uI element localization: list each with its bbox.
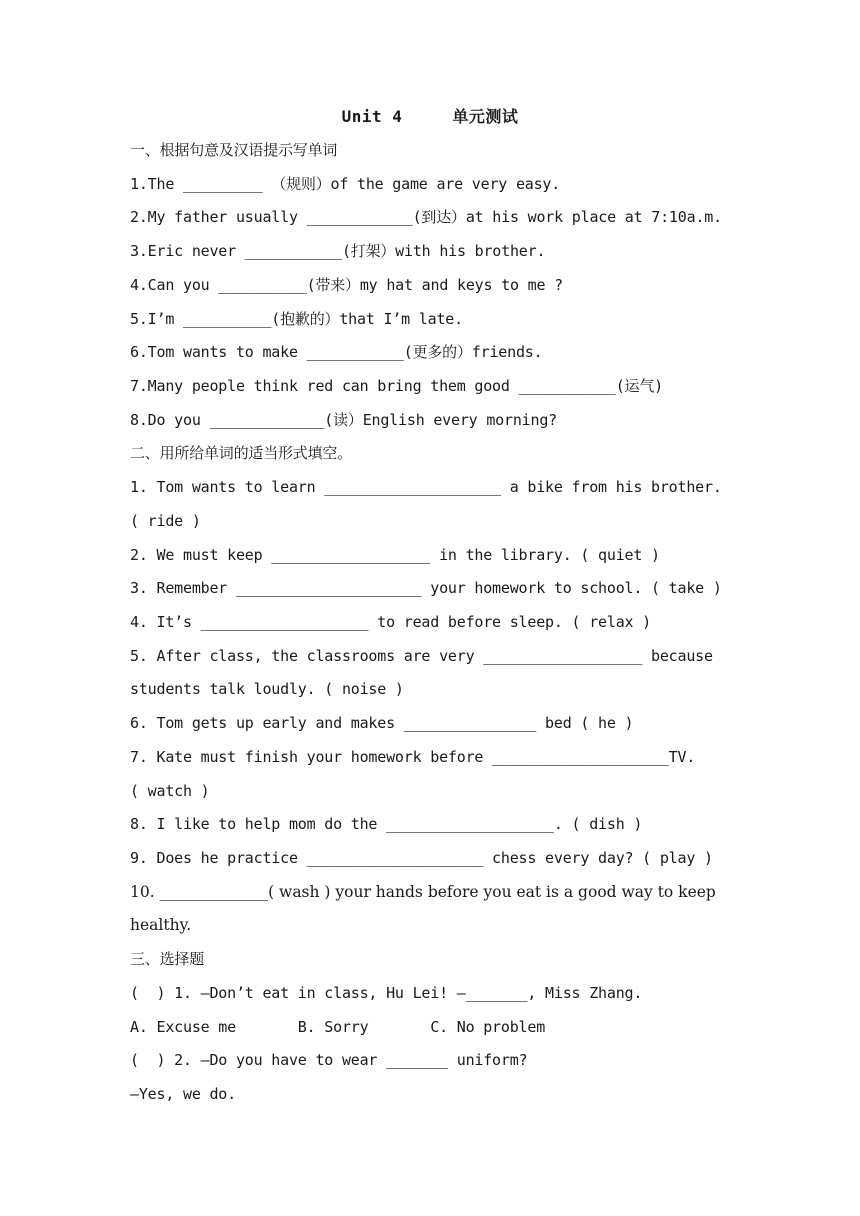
section1-heading: 一、根据句意及汉语提示写单词 — [130, 141, 338, 159]
section2-line-5: 4. It’s ___________________ to read before sleep. ( relax ) — [130, 613, 652, 631]
section2-line-11: 8. I like to help mom do the ___________________. ( dish ) — [130, 815, 643, 833]
section1-item-8: 8.Do you _____________(读）English every morning? — [130, 411, 557, 429]
section2-line-4: 3. Remember _____________________ your homework to school. ( take ) — [130, 579, 722, 597]
section1-item-7: 7.Many people think red can bring them good ___________(运气) — [130, 377, 663, 395]
section2-heading: 二、用所给单词的适当形式填空。 — [130, 444, 353, 462]
section2-line-14: healthy. — [130, 916, 192, 934]
section2-line-10: ( watch ) — [130, 782, 210, 800]
section2-line-13: 10. ______________( wash ) your hands before you eat is a good way to keep — [130, 883, 716, 901]
section2-line-6: 5. After class, the classrooms are very __________________ because — [130, 647, 713, 665]
section1-item-1: 1.The _________ （规则）of the game are very easy. — [130, 175, 561, 193]
test-label: 单元测试 — [452, 107, 519, 126]
page-title — [0, 104, 860, 127]
section1-item-3: 3.Eric never ___________(打架）with his brother. — [130, 242, 546, 260]
section3-line-2: A. Excuse me B. Sorry C. No problem — [130, 1018, 546, 1036]
unit-label: Unit 4 — [341, 107, 403, 126]
section1-item-4: 4.Can you __________(带来）my hat and keys to me ? — [130, 276, 563, 294]
section2-line-9: 7. Kate must finish your homework before ____________________TV. — [130, 748, 696, 766]
section2-line-3: 2. We must keep __________________ in the library. ( quiet ) — [130, 546, 660, 564]
section1-item-5: 5.I’m __________(抱歉的）that I’m late. — [130, 310, 463, 328]
section2-line-8: 6. Tom gets up early and makes _______________ bed ( he ) — [130, 714, 634, 732]
section2-line-7: students talk loudly. ( noise ) — [130, 680, 404, 698]
section1-item-6: 6.Tom wants to make ___________(更多的）friends. — [130, 343, 543, 361]
section3-line-3: ( ) 2. —Do you have to wear _______ uniform? — [130, 1051, 528, 1069]
section2-line-1: 1. Tom wants to learn ____________________ a bike from his brother. — [130, 478, 722, 496]
section1-item-2: 2.My father usually ____________(到达）at his work place at 7:10a.m. — [130, 208, 722, 226]
section3-heading: 三、选择题 — [130, 950, 205, 968]
section3-line-1: ( ) 1. —Don’t eat in class, Hu Lei! —_______, Miss Zhang. — [130, 984, 643, 1002]
section2-line-2: ( ride ) — [130, 512, 201, 530]
section3-line-4: —Yes, we do. — [130, 1085, 236, 1103]
section2-line-12: 9. Does he practice ____________________ chess every day? ( play ) — [130, 849, 713, 867]
